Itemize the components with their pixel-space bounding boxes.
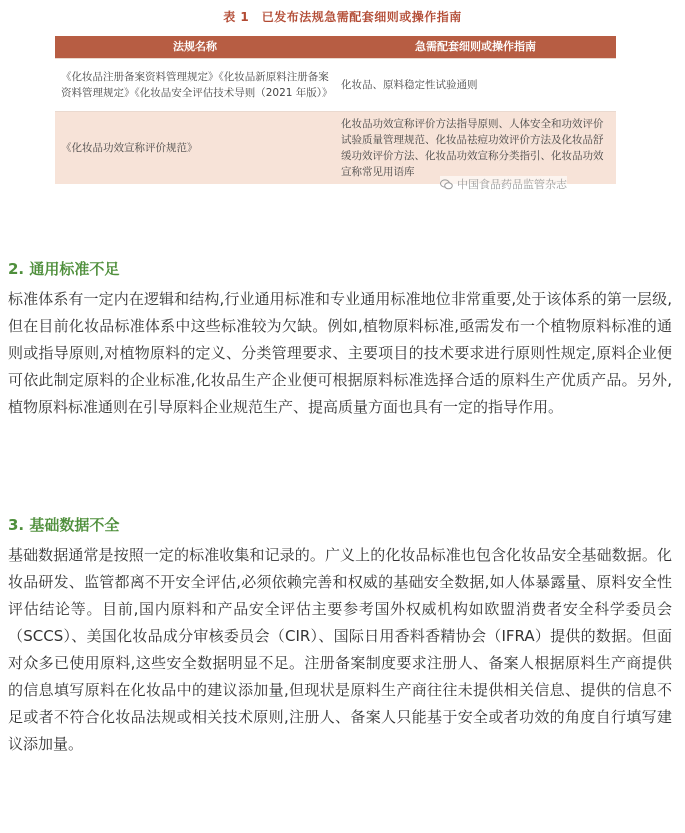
section-2-title: 2. 通用标准不足 (8, 260, 120, 278)
table-cell-guide: 化妆品、原料稳定性试验通则 (335, 59, 616, 112)
table-cell-guide: 化妆品功效宣称评价方法指导原则、人体安全和功效评价试验质量管理规范、化妆品祛痘功效评价方法及化妆品舒缓功效评价方法、化妆品功效宣称分类指引、化妆品功效宣称常见用语库 (335, 112, 616, 185)
table-header-row (55, 36, 616, 59)
table-cell-law: 《化妆品注册备案资料管理规定》《化妆品新原料注册备案资料管理规定》《化妆品安全评估技术导则（2021 年版）》 (55, 59, 335, 112)
section-3-body: 基础数据通常是按照一定的标准收集和记录的。广义上的化妆品标准也包含化妆品安全基础数据。化妆品研发、监管都离不开安全评估,必须依赖完善和权威的基础安全数据,如人体暴露量、原料安全性评估结论等。目前,国内原料和产品安全评估主要参考国外权威机构如欧盟消费者安全科学委员会（SCCS）、美国化妆品成分审核委员会（CIR）、国际日用香料香精协会（IFRA）提供的数据。但面对众多已使用原料,这些安全数据明显不足。注册备案制度要求注册人、备案人根据原料生产商提供的信息填写原料在化妆品中的建议添加量,但现状是原料生产商往往未提供相关信息、提供的信息不足或者不符合化妆品法规或相关技术原则,注册人、备案人只能基于安全或者功效的角度自行填写建议添加量。 (8, 546, 672, 753)
header-guide: 急需配套细则或操作指南 (335, 36, 616, 59)
watermark (440, 176, 567, 192)
watermark-text: 中国食品药品监管杂志 (457, 178, 567, 191)
table-row (55, 59, 616, 112)
law-table (55, 36, 616, 184)
wechat-icon (440, 179, 453, 190)
table-row (55, 112, 616, 185)
table-caption: 表 1 已发布法规急需配套细则或操作指南 (223, 10, 462, 24)
section-3-title: 3. 基础数据不全 (8, 516, 120, 534)
law-table-container (55, 36, 616, 186)
section-2-body: 标准体系有一定内在逻辑和结构,行业通用标准和专业通用标准地位非常重要,处于该体系的第一层级,但在目前化妆品标准体系中这些标准较为欠缺。例如,植物原料标准,亟需发布一个植物原料标准的通则或指导原则,对植物原料的定义、分类管理要求、主要项目的技术要求进行原则性规定,原料企业便可依此制定原料的企业标准,化妆品生产企业便可根据原料标准选择合适的原料生产优质产品。另外,植物原料标准通则在引导原料企业规范生产、提高质量方面也具有一定的指导作用。 (8, 290, 672, 416)
header-law-name: 法规名称 (55, 36, 335, 59)
table-cell-law: 《化妆品功效宣称评价规范》 (55, 112, 335, 185)
